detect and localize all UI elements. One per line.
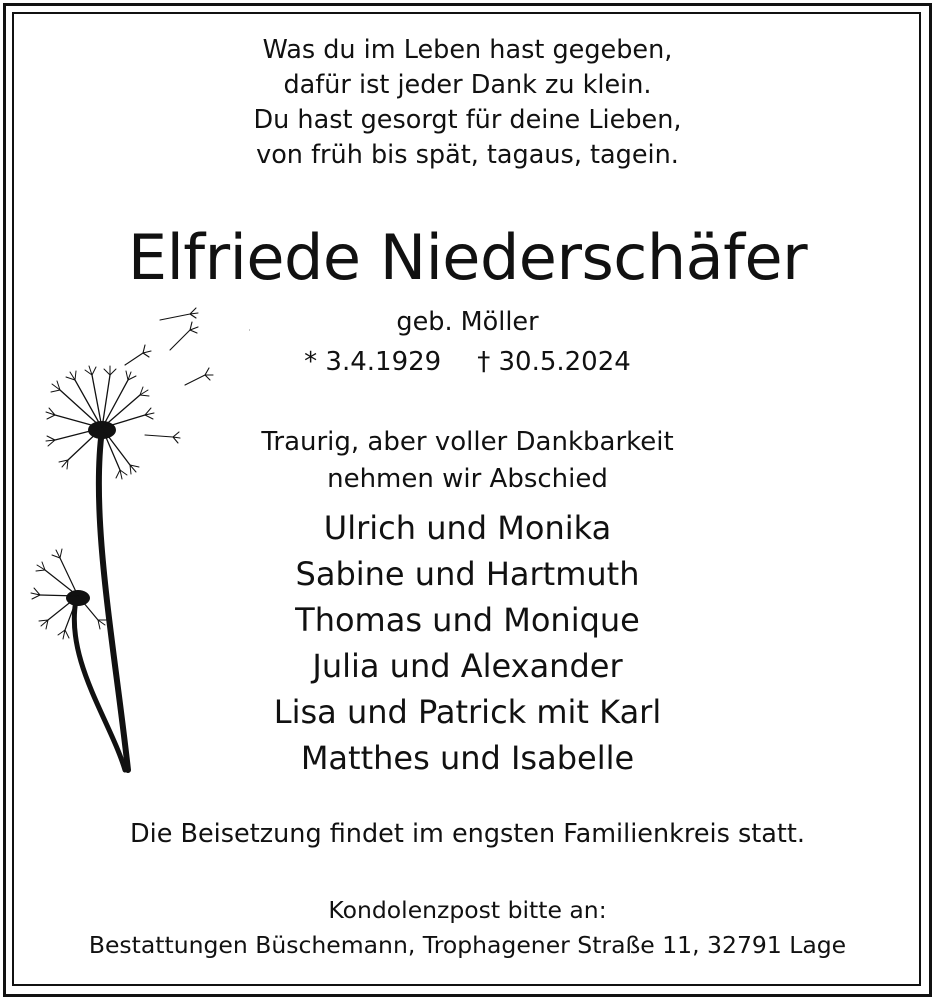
poem-line: Du hast gesorgt für deine Lieben, [253,105,682,135]
family-member: Ulrich und Monika [323,509,612,547]
dandelion-illustration-icon [20,290,250,790]
birth-date: * 3.4.1929 [304,347,442,377]
family-member: Thomas und Monique [295,601,640,639]
poem-line: von früh bis spät, tagaus, tagein. [256,140,679,170]
condolence-address: Bestattungen Büschemann, Trophagener Straße 11, 32791 Lage [88,931,847,959]
family-member: Sabine und Hartmuth [295,555,640,593]
poem [0,33,935,173]
death-date: † 30.5.2024 [477,347,631,377]
mourning-line: Traurig, aber voller Dankbarkeit [261,427,674,457]
poem-line: dafür ist jeder Dank zu klein. [283,70,652,100]
condolence-label: Kondolenzpost bitte an: [328,896,607,924]
deceased-name: Elfriede Niederschäfer [127,221,808,294]
mourning-line: nehmen wir Abschied [327,464,608,494]
family-member: Lisa und Patrick mit Karl [273,693,662,731]
family-member: Julia und Alexander [312,647,623,685]
poem-line: Was du im Leben hast gegeben, [262,35,673,65]
birth-name-text: geb. Möller [396,307,539,337]
condolence-info [0,893,935,963]
family-member: Matthes und Isabelle [300,739,635,777]
burial-note: Die Beisetzung findet im engsten Familienkreis statt. [129,819,806,849]
birth-name [200,306,735,338]
